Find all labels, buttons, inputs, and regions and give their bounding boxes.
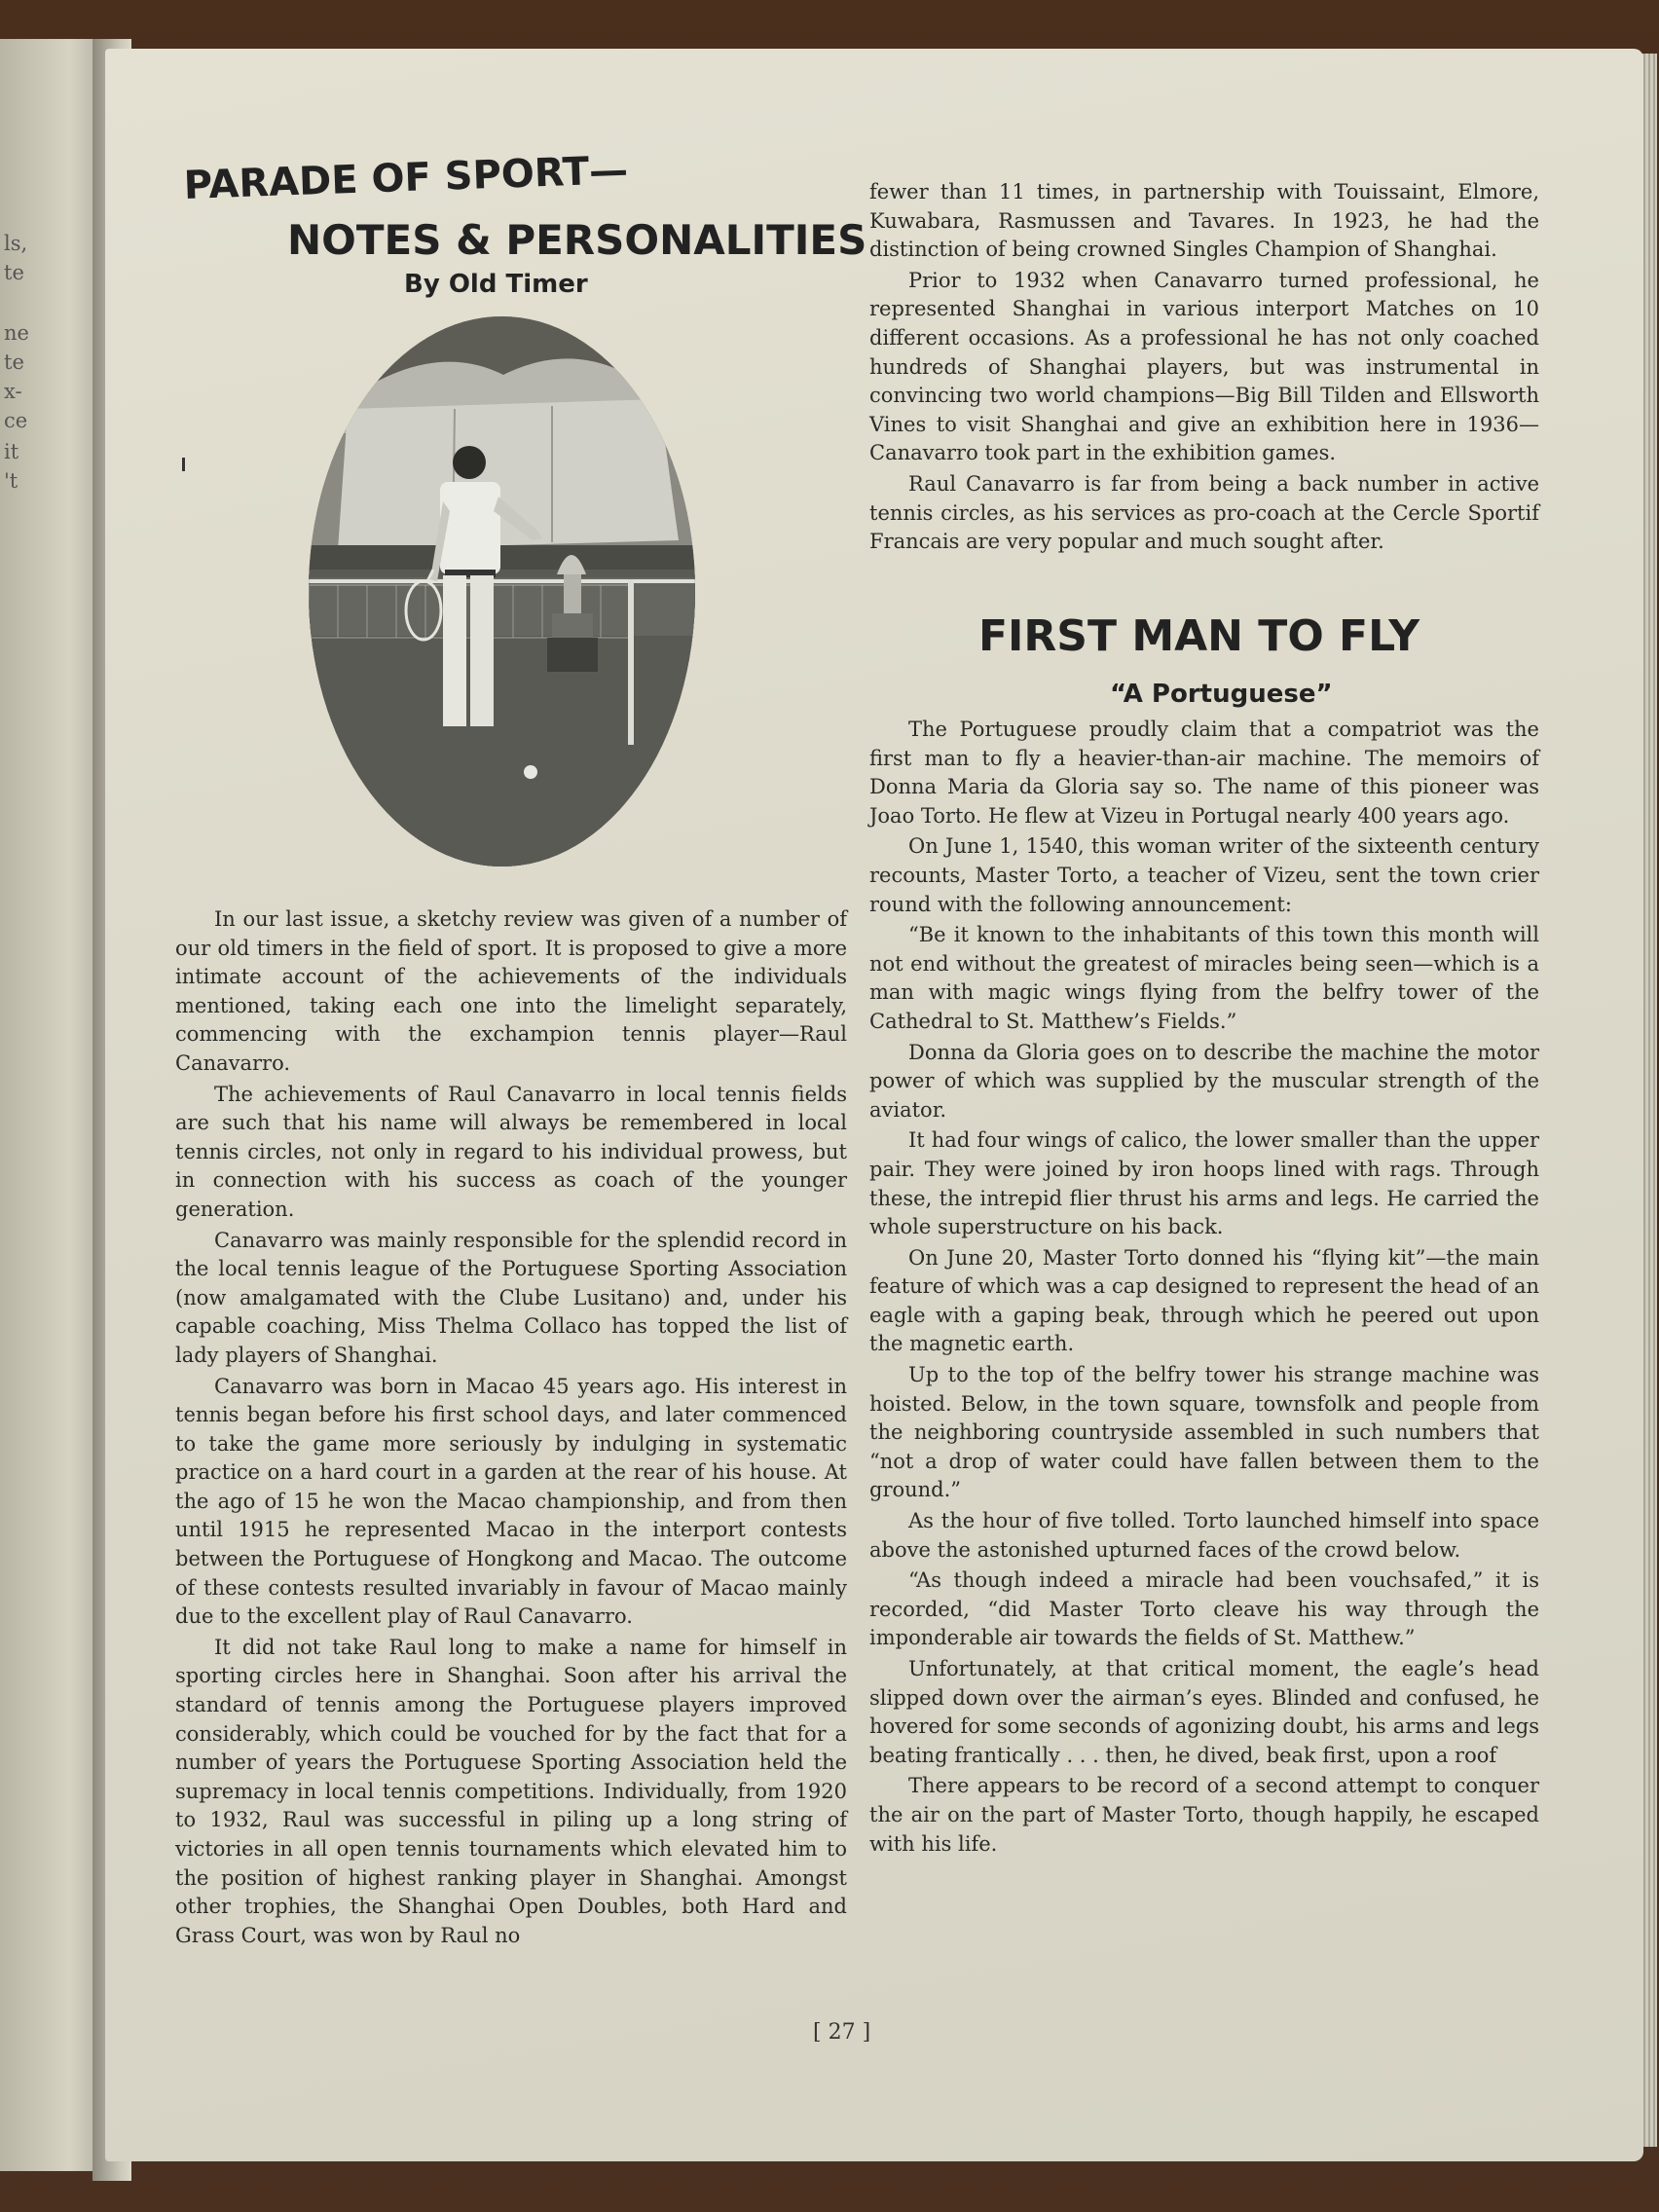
left-page-fragment: 't	[4, 469, 18, 493]
article-paragraph: Up to the top of the belfry tower his strange machine was hoisted. Below, in the town square, townsfolk and people from the neighboring countryside assembled in such numbers that “not a drop of water could have fallen between them to the ground.”	[869, 1363, 1539, 1502]
article-paragraph: There appears to be record of a second attempt to conquer the air on the part of Master Torto, though happily, he escaped with his life.	[869, 1774, 1539, 1856]
article-paragraph: On June 20, Master Torto donned his “flying kit”—the main feature of which was a cap designed to represent the head of an eagle with a gaping beak, through which he peered out upon the magnetic earth.	[869, 1245, 1539, 1356]
article-paragraph: Unfortunately, at that critical moment, the eagle’s head slipped down over the airman’s eyes. Blinded and confused, he hovered for some seconds of agonizing doubt, his arms and legs beating frantically . . . then, he dived, beak first, upon a roof	[869, 1657, 1539, 1767]
article-column-left	[175, 905, 847, 1952]
article-paragraph: It did not take Raul long to make a name for himself in sporting circles here in Shanghai. Soon after his arrival the standard of tennis among the Portuguese players improved considerably, which could be vouched for by the fact that for a number of years the Portuguese Sporting Association held the supremacy in local tennis competitions. Individually, from 1920 to 1932, Raul was successful in piling up a long string of victories in all open tennis tournaments which elevated him to the position of highest ranking player in Shanghai. Amongst other trophies, the Shanghai Open Doubles, both Hard and Grass Court, was won by Raul no	[175, 1635, 847, 1947]
left-page-fragment: it	[4, 440, 19, 463]
article-column-right-bottom	[869, 716, 1539, 1861]
left-page-fragment: ne	[4, 321, 29, 345]
article-paragraph: fewer than 11 times, in partnership with Touissaint, Elmore, Kuwabara, Rasmussen and Tavares. In 1923, he had the distinction of being crowned Singles Champion of Shanghai.	[869, 180, 1539, 262]
left-page-fragment: x-	[4, 380, 22, 403]
article-paragraph: It had four wings of calico, the lower smaller than the upper pair. They were joined by iron hoops lined with rags. Through these, the intrepid flier thrust his arms and legs. He carried the whole superstructure on his back.	[869, 1128, 1539, 1239]
article-paragraph: The Portuguese proudly claim that a compatriot was the first man to fly a heavier-than-air machine. The memoirs of Donna Maria da Gloria say so. The name of this pioneer was Joao Torto. He flew at Vizeu in Portugal nearly 400 years ago.	[869, 718, 1539, 828]
article-paragraph: In our last issue, a sketchy review was given of a number of our old timers in the field of sport. It is proposed to give a more intimate account of the achievements of the individuals mentioned, taking each one into the limelight separately, commencing with the exchampion tennis player—Raul Canavarro.	[175, 907, 847, 1075]
tennis-player-photo	[309, 316, 695, 866]
left-page-fragment: te	[4, 350, 24, 374]
left-page-fragment: ce	[4, 409, 28, 432]
second-article-subtitle: “A Portuguese”	[1110, 680, 1333, 709]
tennis-player-photo-icon	[309, 316, 695, 866]
article-title-line1: PARADE OF SPORT—	[183, 148, 629, 208]
article-paragraph: On June 1, 1540, this woman writer of the sixteenth century recounts, Master Torto, a teacher of Vizeu, sent the town crier round with the following announcement:	[869, 834, 1539, 916]
article-paragraph: Donna da Gloria goes on to describe the machine the motor power of which was supplied by the muscular strength of the aviator.	[869, 1040, 1539, 1122]
article-paragraph: Canavarro was born in Macao 45 years ago. His interest in tennis began before his first school days, and later commenced to take the game more seriously by indulging in systematic practice on a hard court in a garden at the rear of his house. At the ago of 15 he won the Macao championship, and from then until 1915 he represented Macao in the interport contests between the Portuguese of Hongkong and Macao. The outcome of these contests resulted invariably in favour of Macao mainly due to the excellent play of Raul Canavarro.	[175, 1374, 847, 1629]
second-article-title: FIRST MAN TO FLY	[978, 611, 1420, 661]
article-byline: By Old Timer	[404, 270, 588, 299]
article-paragraph: The achievements of Raul Canavarro in local tennis fields are such that his name will always be remembered in local tennis circles, not only in regard to his individual prowess, but in connection with his success as coach of the younger generation.	[175, 1082, 847, 1221]
margin-mark	[182, 458, 185, 471]
left-page-fragment: te	[4, 261, 24, 284]
article-paragraph: “As though indeed a miracle had been vouchsafed,” it is recorded, “did Master Torto cleave his way through the imponderable air towards the fields of St. Matthew.”	[869, 1568, 1539, 1650]
article-paragraph: Canavarro was mainly responsible for the splendid record in the local tennis league of the Portuguese Sporting Association (now amalgamated with the Clube Lusitano) and, under his capable coaching, Miss Thelma Collaco has topped the list of lady players of Shanghai.	[175, 1228, 847, 1367]
article-paragraph: “Be it known to the inhabitants of this town this month will not end without the greatest of miracles being seen—which is a man with magic wings flying from the belfry tower of the Cathedral to St. Matthew’s Fields.”	[869, 923, 1539, 1033]
article-paragraph: Raul Canavarro is far from being a back number in active tennis circles, as his services as pro-coach at the Cercle Sportif Francais are very popular and much sought after.	[869, 471, 1539, 554]
page-number: [ 27 ]	[813, 2020, 871, 2045]
article-paragraph: As the hour of five tolled. Torto launched himself into space above the astonished upturned faces of the crowd below.	[869, 1509, 1539, 1562]
article-paragraph: Prior to 1932 when Canavarro turned professional, he represented Shanghai in various interport Matches on 10 different occasions. As a professional he has not only coached hundreds of Shanghai players, but was instrumental in convincing two world champions—Big Bill Tilden and Ellsworth Vines to visit Shanghai and give an exhibition here in 1936—Canavarro took part in the exhibition games.	[869, 268, 1539, 465]
article-column-right-top	[869, 178, 1539, 559]
article-title-line2: NOTES & PERSONALITIES	[287, 216, 867, 264]
left-page-fragment: ls,	[4, 232, 28, 255]
